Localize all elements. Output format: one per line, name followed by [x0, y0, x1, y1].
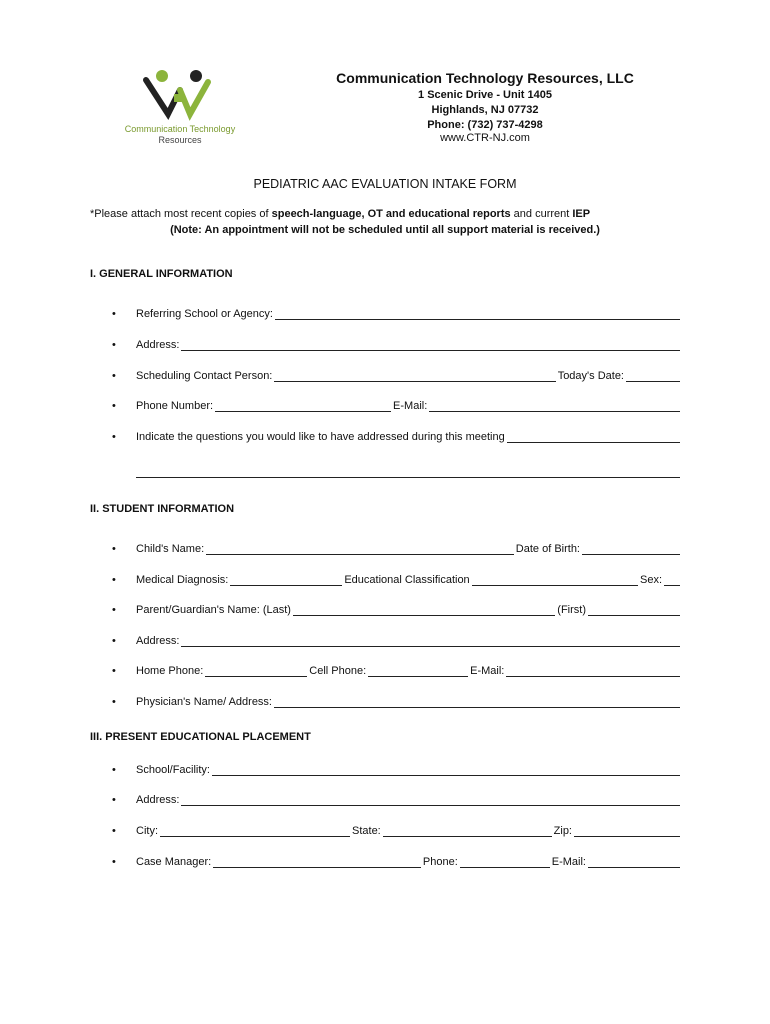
scheduling-row — [112, 366, 682, 382]
bullet: • — [112, 339, 116, 351]
section-placement-heading: III. PRESENT EDUCATIONAL PLACEMENT — [90, 731, 311, 743]
case-manager-email-label: E-Mail: — [551, 856, 586, 868]
address-label: Address: — [136, 339, 180, 351]
attachment-note — [90, 208, 590, 220]
bullet: • — [112, 665, 116, 677]
bullet: • — [112, 543, 116, 555]
case-manager-email-field[interactable] — [588, 855, 680, 868]
bullet: • — [112, 370, 116, 382]
school-field[interactable] — [212, 763, 680, 776]
todays-date-field[interactable] — [626, 369, 680, 382]
school-label: School/Facility: — [136, 764, 210, 776]
questions-continuation-field[interactable] — [136, 476, 680, 478]
student-email-field[interactable] — [506, 664, 680, 677]
phones-row — [112, 661, 682, 677]
website: www.CTR-NJ.com — [440, 132, 530, 144]
parent-last-label: Parent/Guardian's Name: (Last) — [136, 604, 291, 616]
student-email-label: E-Mail: — [470, 665, 505, 677]
school-address-label: Address: — [136, 794, 180, 806]
school-address-row — [112, 790, 682, 806]
child-row — [112, 539, 682, 555]
bullet: • — [112, 825, 116, 837]
student-address-field[interactable] — [181, 634, 680, 647]
address-line2: Highlands, NJ 07732 — [431, 104, 539, 116]
school-address-field[interactable] — [181, 793, 680, 806]
bullet: • — [112, 696, 116, 708]
child-name-field[interactable] — [206, 542, 514, 555]
sex-field[interactable] — [664, 573, 680, 586]
case-manager-row — [112, 852, 682, 868]
company-name: Communication Technology Resources, LLC — [336, 70, 634, 86]
bullet: • — [112, 764, 116, 776]
classification-field[interactable] — [472, 573, 638, 586]
questions-field[interactable] — [507, 430, 680, 443]
city-label: City: — [136, 825, 158, 837]
logo-figures-icon — [110, 66, 250, 126]
diagnosis-field[interactable] — [230, 573, 342, 586]
scheduling-label: Scheduling Contact Person: — [136, 370, 273, 382]
address-row — [112, 335, 682, 351]
school-row — [112, 760, 682, 776]
zip-field[interactable] — [574, 824, 680, 837]
city-row — [112, 821, 682, 837]
email-label: E-Mail: — [393, 400, 428, 412]
dob-field[interactable] — [582, 542, 680, 555]
student-address-label: Address: — [136, 635, 180, 647]
diagnosis-label: Medical Diagnosis: — [136, 574, 229, 586]
note-text-iep: IEP — [572, 208, 591, 220]
diagnosis-row — [112, 570, 682, 586]
state-label: State: — [352, 825, 381, 837]
bullet: • — [112, 431, 116, 443]
questions-label: Indicate the questions you would like to have addressed during this meeting — [136, 431, 505, 443]
parent-row — [112, 600, 682, 616]
home-phone-field[interactable] — [205, 664, 307, 677]
appointment-note: (Note: An appointment will not be scheduled until all support material is received.) — [170, 224, 600, 236]
case-manager-label: Case Manager: — [136, 856, 212, 868]
parent-first-field[interactable] — [588, 603, 680, 616]
logo-text-line1: Communication Technology — [124, 124, 236, 134]
case-manager-phone-field[interactable] — [460, 855, 550, 868]
section-general-heading: I. GENERAL INFORMATION — [90, 268, 233, 280]
bullet: • — [112, 604, 116, 616]
sex-label: Sex: — [639, 574, 662, 586]
phone-line: Phone: (732) 737-4298 — [427, 119, 543, 131]
cell-phone-field[interactable] — [368, 664, 468, 677]
case-manager-phone-label: Phone: — [422, 856, 458, 868]
bullet: • — [112, 308, 116, 320]
case-manager-field[interactable] — [213, 855, 421, 868]
questions-row — [112, 427, 682, 443]
student-address-row — [112, 631, 682, 647]
logo-text-line2: Resources — [158, 135, 202, 145]
referring-row — [112, 304, 682, 320]
todays-date-label: Today's Date: — [557, 370, 624, 382]
bullet: • — [112, 574, 116, 586]
physician-label: Physician's Name/ Address: — [136, 696, 272, 708]
child-name-label: Child's Name: — [136, 543, 205, 555]
referring-field[interactable] — [275, 307, 680, 320]
address-line1: 1 Scenic Drive - Unit 1405 — [418, 89, 552, 101]
state-field[interactable] — [383, 824, 552, 837]
note-text-mid: and current — [510, 208, 573, 220]
scheduling-field[interactable] — [274, 369, 555, 382]
referring-label: Referring School or Agency: — [136, 308, 273, 320]
home-phone-label: Home Phone: — [136, 665, 204, 677]
section-student-heading: II. STUDENT INFORMATION — [90, 503, 235, 515]
physician-row — [112, 692, 682, 708]
company-logo — [110, 66, 250, 148]
classification-label: Educational Classification — [344, 574, 470, 586]
parent-last-field[interactable] — [293, 603, 555, 616]
city-field[interactable] — [160, 824, 350, 837]
bullet: • — [112, 635, 116, 647]
phone-number-field[interactable] — [215, 399, 391, 412]
note-text-pre: *Please attach most recent copies of — [90, 208, 272, 220]
phone-number-label: Phone Number: — [136, 400, 214, 412]
bullet: • — [112, 856, 116, 868]
physician-field[interactable] — [274, 695, 680, 708]
parent-first-label: (First) — [557, 604, 586, 616]
dob-label: Date of Birth: — [515, 543, 580, 555]
zip-label: Zip: — [553, 825, 572, 837]
bullet: • — [112, 400, 116, 412]
note-text-bold: speech-language, OT and educational reports — [271, 208, 511, 220]
cell-phone-label: Cell Phone: — [309, 665, 367, 677]
bullet: • — [112, 794, 116, 806]
email-field[interactable] — [429, 399, 680, 412]
form-title: PEDIATRIC AAC EVALUATION INTAKE FORM — [253, 177, 517, 191]
address-field[interactable] — [181, 338, 680, 351]
phone-row — [112, 396, 682, 412]
